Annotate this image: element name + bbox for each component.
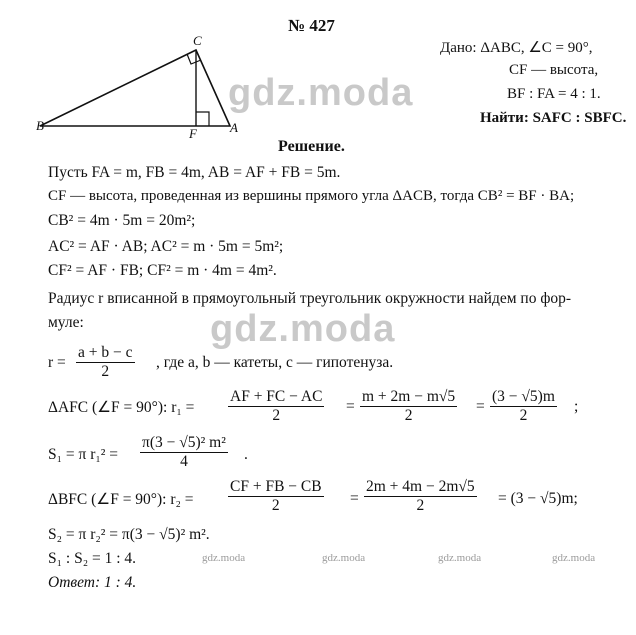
formula-r1-lhs: ΔAFC (∠F = 90°): r₁ = <box>48 399 195 416</box>
solution-line-1: Пусть FA = m, FB = 4m, AB = AF + FB = 5m. <box>48 164 341 181</box>
triangle-abc <box>40 50 230 126</box>
watermark-top: gdz.moda <box>228 72 414 114</box>
formula-r2-tail: = (3 − √5)m; <box>498 490 578 507</box>
problem-number: № 427 <box>288 16 335 35</box>
formula-r1-num-1: AF + FC − AC <box>230 388 323 405</box>
formula-r1-den-2: 2 <box>404 407 413 424</box>
formula-r2-fraction-1 <box>228 478 324 515</box>
solution-line-4: AC² = AF · AB; AC² = m · 5m = 5m²; <box>48 238 284 255</box>
formula-r2-num-2: 2m + 4m − 2m√5 <box>366 478 475 495</box>
formula-r-fraction <box>76 344 135 381</box>
line-ratio: S₁ : S₂ = 1 : 4. <box>48 550 137 567</box>
formula-r1-eq-1: = <box>346 398 355 415</box>
formula-r1-num-2: m + 2m − m√5 <box>362 388 456 405</box>
watermark-small-4: gdz.moda <box>552 552 596 564</box>
formula-r1-den-3: 2 <box>519 407 528 424</box>
formula-r-tail: , где a, b — катеты, c — гипотенуза. <box>156 354 394 371</box>
formula-r1-fraction-2 <box>360 388 457 425</box>
formula-r2-fraction-2 <box>364 478 477 515</box>
watermark-small-1: gdz.moda <box>202 552 246 564</box>
find-line: Найти: SAFC : SBFC. <box>480 110 627 126</box>
given-line-3: BF : FA = 4 : 1. <box>507 86 601 102</box>
label-c: C <box>193 33 202 48</box>
given-line-1: Дано: ΔABC, ∠C = 90°, <box>440 40 593 56</box>
formula-r-denominator: 2 <box>101 363 110 380</box>
given-line-2: CF — высота, <box>509 62 599 78</box>
line-s2: S₂ = π r₂² = π(3 − √5)² m². <box>48 526 210 543</box>
watermark-middle: gdz.moda <box>210 308 396 350</box>
formula-r1-end: ; <box>574 398 579 415</box>
formula-r-lhs: r = <box>48 354 66 371</box>
formula-r1-den-1: 2 <box>272 407 281 424</box>
solution-line-2: CF — высота, проведенная из вершины прямого угла ΔACB, тогда CB² = BF · BA; <box>48 188 575 204</box>
formula-s1-den: 4 <box>180 453 188 470</box>
watermark-small-3: gdz.moda <box>438 552 482 564</box>
solution-line-3: CB² = 4m · 5m = 20m²; <box>48 212 196 229</box>
solution-heading: Решение. <box>278 138 345 155</box>
solution-line-5: CF² = AF · FB; CF² = m · 4m = 4m². <box>48 262 277 279</box>
formula-r2-lhs: ΔBFC (∠F = 90°): r₂ = <box>48 491 194 508</box>
formula-r2-eq: = <box>350 490 359 507</box>
label-f: F <box>189 126 197 141</box>
watermark-small-2: gdz.moda <box>322 552 366 564</box>
solution-line-6: Радиус r вписанной в прямоугольный треугольник окружности найдем по фор- <box>48 290 572 307</box>
formula-r1-num-3: (3 − √5)m <box>492 388 555 405</box>
formula-s1-num: π(3 − √5)² m² <box>142 434 226 451</box>
formula-r-numerator: a + b − c <box>78 344 133 361</box>
answer-line: Ответ: 1 : 4. <box>48 574 137 591</box>
label-b: B <box>36 118 44 133</box>
formula-r2-num-1: CF + FB − CB <box>230 478 322 495</box>
solution-line-7: муле: <box>48 314 84 331</box>
formula-r2-den-2: 2 <box>416 497 425 514</box>
formula-r2-den-1: 2 <box>271 497 280 514</box>
label-a: A <box>230 120 238 135</box>
formula-r1-eq-2: = <box>476 398 485 415</box>
formula-r1-fraction-1 <box>228 388 324 425</box>
formula-s1-fraction <box>140 434 228 471</box>
right-angle-f <box>196 112 209 126</box>
triangle-figure <box>30 30 260 140</box>
formula-r1-fraction-3 <box>490 388 557 425</box>
formula-s1-lhs: S₁ = π r₁² = <box>48 446 119 463</box>
formula-s1-end: . <box>244 446 248 463</box>
